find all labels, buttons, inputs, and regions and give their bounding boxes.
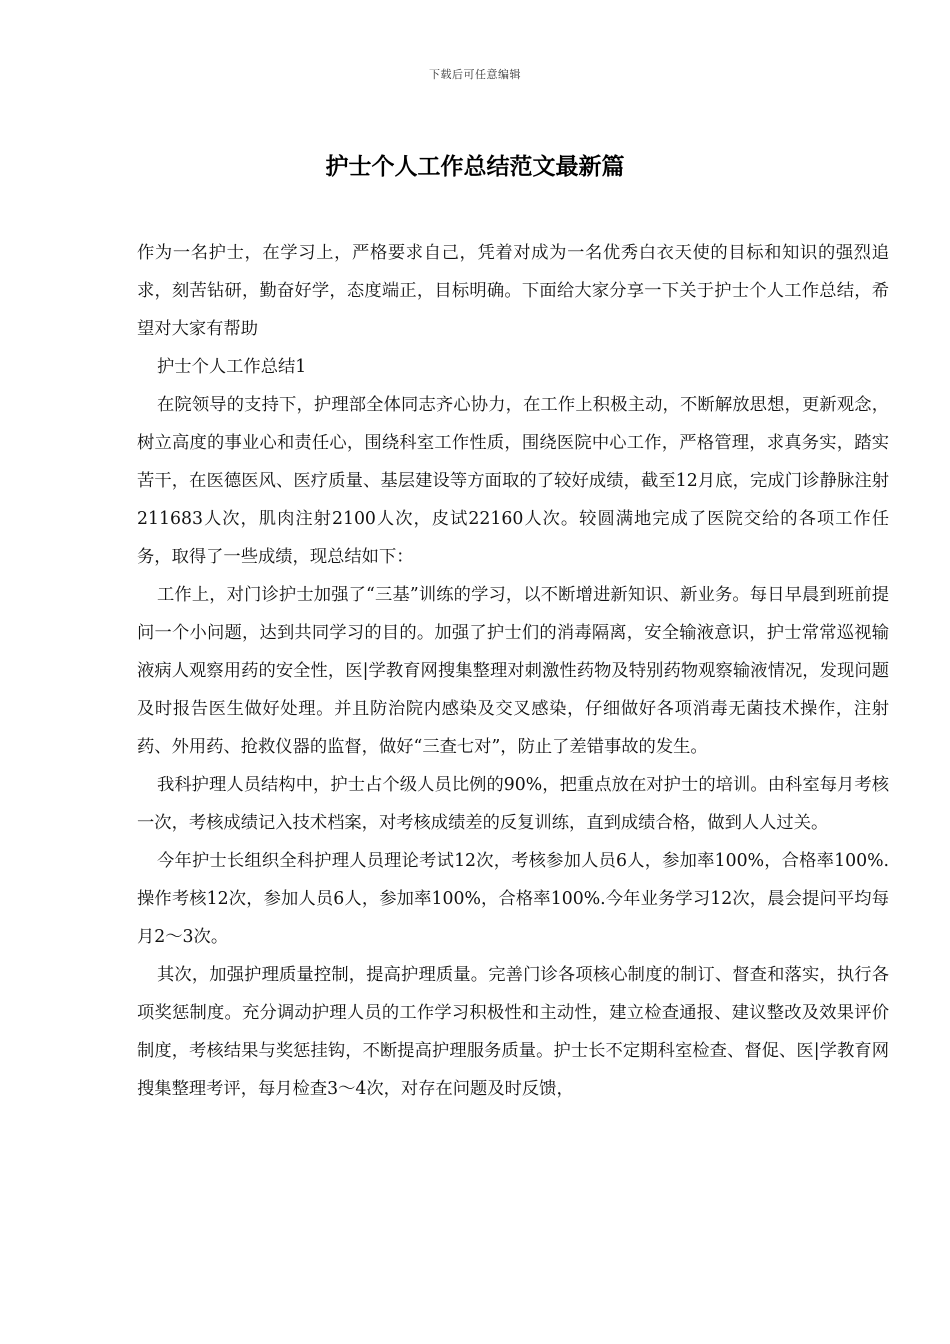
- section-heading: 护士个人工作总结1: [157, 357, 307, 377]
- document-title: 护士个人工作总结范文最新篇: [325, 153, 625, 180]
- paragraph-3: 我科护理人员结构中，护士占个级人员比例的90%，把重点放在对护士的培训。由科室每月考核一次，考核成绩记入技术档案，对考核成绩差的反复训练，直到成绩合格，做到人人过关。: [137, 775, 889, 833]
- header-note: 下载后可任意编辑: [429, 68, 521, 81]
- paragraph-4: 今年护士长组织全科护理人员理论考试12次，考核参加人员6人，参加率100%，合格率100%.操作考核12次，参加人员6人，参加率100%，合格率100%.今年业务学习12次，晨会提问平均每月2～3次。: [137, 851, 889, 947]
- intro-paragraph: 作为一名护士，在学习上，严格要求自己，凭着对成为一名优秀白衣天使的目标和知识的强烈追求，刻苦钻研，勤奋好学，态度端正，目标明确。下面给大家分享一下关于护士个人工作总结，希望对大家有帮助: [137, 243, 889, 339]
- paragraph-5: 其次，加强护理质量控制，提高护理质量。完善门诊各项核心制度的制订、督查和落实，执行各项奖惩制度。充分调动护理人员的工作学习积极性和主动性，建立检查通报、建议整改及效果评价制度，考核结果与奖惩挂钩，不断提高护理服务质量。护士长不定期科室检查、督促、医|学教育网搜集整理考评，每月检查3～4次，对存在问题及时反馈，: [137, 965, 889, 1099]
- paragraph-2: 工作上，对门诊护士加强了“三基”训练的学习，以不断增进新知识、新业务。每日早晨到班前提问一个小问题，达到共同学习的目的。加强了护士们的消毒隔离，安全输液意识，护士常常巡视输液病人观察用药的安全性，医|学教育网搜集整理对刺激性药物及特别药物观察输液情况，发现问题及时报告医生做好处理。并且防治院内感染及交叉感染，仔细做好各项消毒无菌技术操作，注射药、外用药、抢救仪器的监督，做好“三查七对”，防止了差错事故的发生。: [137, 585, 889, 757]
- paragraph-1: 在院领导的支持下，护理部全体同志齐心协力，在工作上积极主动，不断解放思想，更新观念，树立高度的事业心和责任心，围绕科室工作性质，围绕医院中心工作，严格管理，求真务实，踏实苦干，在医德医风、医疗质量、基层建设等方面取的了较好成绩，截至12月底，完成门诊静脉注射211683人次，肌肉注射2100人次，皮试22160人次。较圆满地完成了医院交给的各项工作任务，取得了一些成绩，现总结如下：: [137, 395, 889, 567]
- document-body: [137, 234, 889, 1108]
